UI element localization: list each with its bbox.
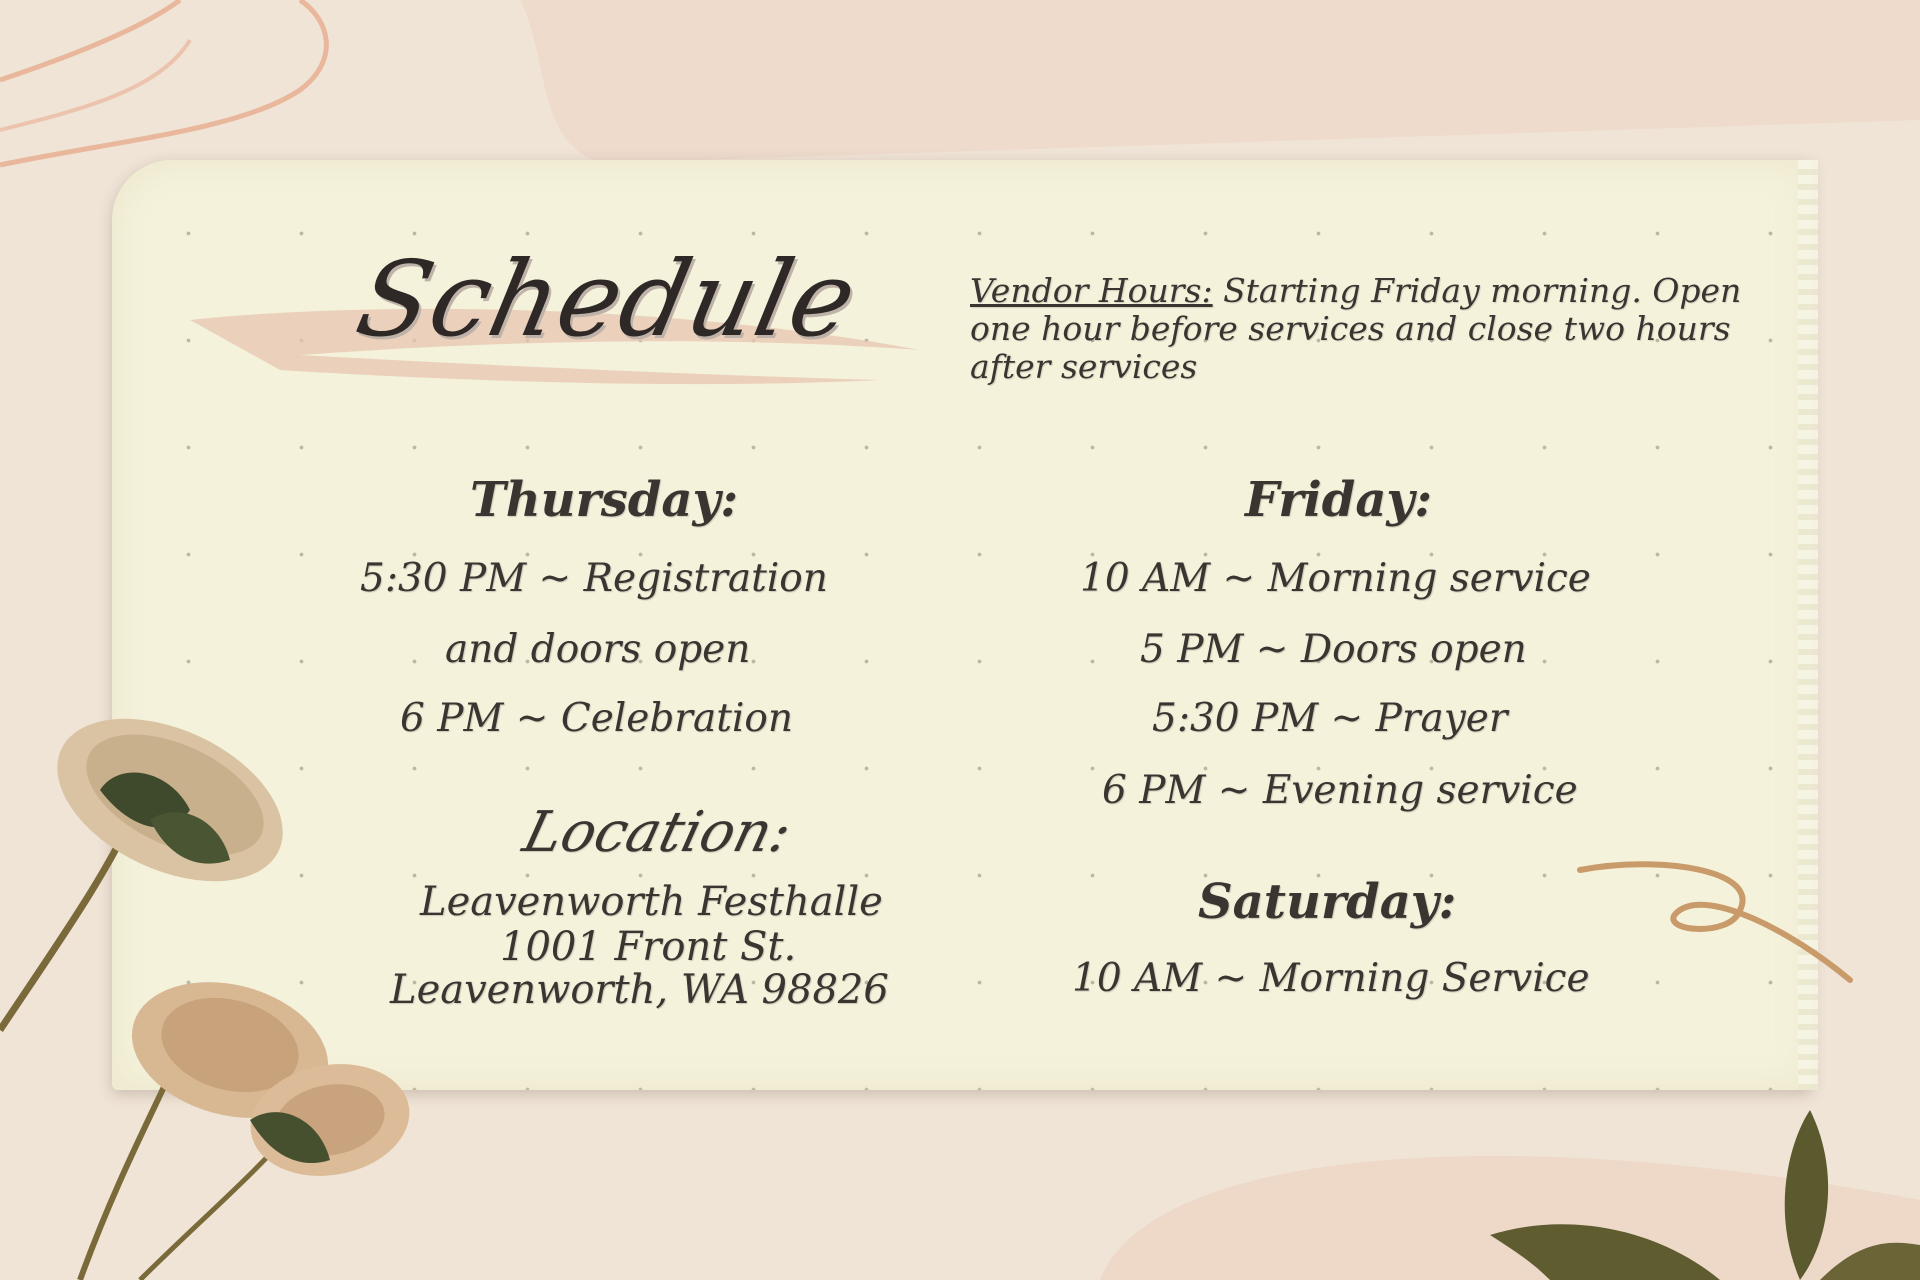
flourish-swirl: [1570, 850, 1870, 1000]
friday-line-4: 6 PM ~ Evening service: [1102, 768, 1578, 813]
friday-line-3: 5:30 PM ~ Prayer: [1152, 696, 1508, 741]
thursday-line-1: 5:30 PM ~ Registration: [360, 556, 828, 601]
friday-line-2: 5 PM ~ Doors open: [1140, 627, 1527, 672]
friday-line-1: 10 AM ~ Morning service: [1080, 556, 1591, 601]
thursday-line-3: 6 PM ~ Celebration: [400, 696, 793, 741]
leaf-decoration: [1490, 1090, 1920, 1280]
vendor-hours-text: Starting Friday morning. Open one hour before services and close two hours after services: [970, 271, 1742, 386]
saturday-heading: Saturday:: [1198, 874, 1457, 930]
thursday-line-2: and doors open: [445, 627, 751, 672]
saturday-line-1: 10 AM ~ Morning Service: [1072, 956, 1590, 1001]
vendor-hours-label: Vendor Hours:: [970, 271, 1213, 310]
location-heading: Location:: [516, 800, 798, 865]
location-line-1: Leavenworth Festhalle: [420, 879, 883, 925]
location-line-3: Leavenworth, WA 98826: [390, 967, 889, 1013]
vendor-hours: [970, 272, 1770, 386]
page-title: Schedule: [347, 238, 868, 360]
thursday-heading: Thursday:: [470, 472, 739, 528]
location-line-2: 1001 Front St.: [500, 924, 797, 970]
dried-flower-decoration: [0, 700, 460, 1280]
friday-heading: Friday:: [1245, 472, 1433, 528]
